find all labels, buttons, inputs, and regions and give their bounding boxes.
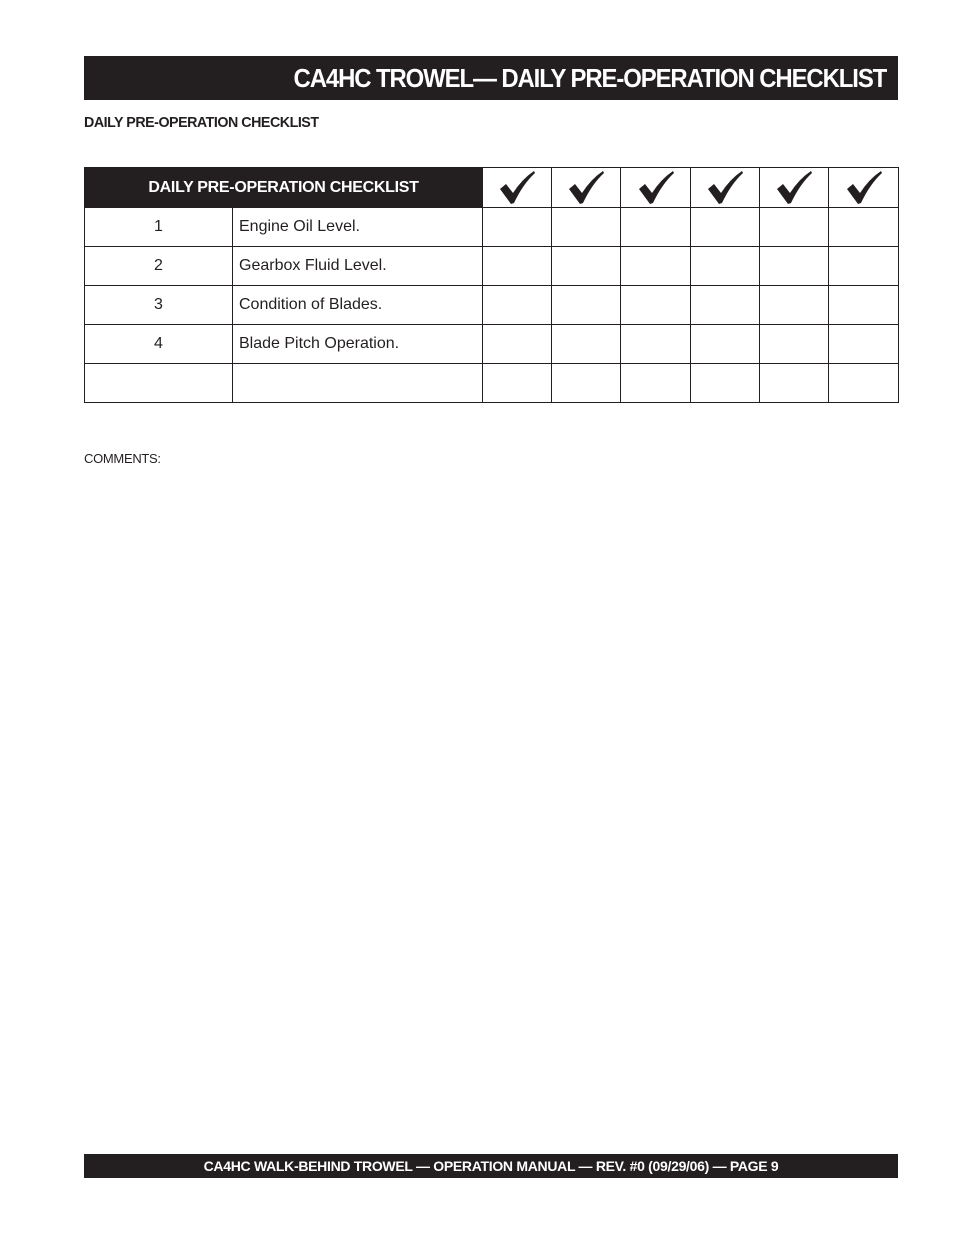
page-title: CA4HC TROWEL— DAILY PRE-OPERATION CHECKLIST — [293, 63, 886, 93]
check-cell[interactable] — [621, 208, 691, 247]
check-cell[interactable] — [829, 364, 899, 403]
check-cell[interactable] — [621, 364, 691, 403]
row-number: 2 — [85, 247, 233, 286]
check-cell[interactable] — [552, 208, 621, 247]
check-column-header — [621, 168, 691, 208]
check-cell[interactable] — [829, 286, 899, 325]
check-cell[interactable] — [760, 286, 829, 325]
check-cell[interactable] — [760, 364, 829, 403]
check-cell[interactable] — [760, 208, 829, 247]
check-cell[interactable] — [829, 325, 899, 364]
check-cell[interactable] — [691, 247, 760, 286]
check-cell[interactable] — [483, 325, 552, 364]
page-footer: CA4HC WALK-BEHIND TROWEL — OPERATION MANUAL — REV. #0 (09/29/06) — PAGE 9 — [84, 1154, 898, 1178]
row-number: 3 — [85, 286, 233, 325]
check-column-header — [760, 168, 829, 208]
check-column-header — [829, 168, 899, 208]
check-cell[interactable] — [760, 247, 829, 286]
check-icon — [498, 170, 536, 206]
check-cell[interactable] — [829, 208, 899, 247]
check-cell[interactable] — [829, 247, 899, 286]
row-number: 1 — [85, 208, 233, 247]
check-icon — [637, 170, 675, 206]
row-item[interactable] — [233, 364, 483, 403]
check-column-header — [552, 168, 621, 208]
check-cell[interactable] — [483, 286, 552, 325]
comments-label: COMMENTS: — [84, 451, 161, 466]
check-cell[interactable] — [552, 364, 621, 403]
row-item: Gearbox Fluid Level. — [233, 247, 483, 286]
table-row — [85, 208, 899, 247]
check-cell[interactable] — [621, 325, 691, 364]
row-number[interactable] — [85, 364, 233, 403]
check-icon — [706, 170, 744, 206]
table-row — [85, 247, 899, 286]
check-column-header — [483, 168, 552, 208]
check-icon — [567, 170, 605, 206]
checklist-table — [84, 167, 899, 403]
check-cell[interactable] — [760, 325, 829, 364]
check-cell[interactable] — [483, 208, 552, 247]
check-cell[interactable] — [691, 208, 760, 247]
check-cell[interactable] — [691, 364, 760, 403]
page-title-bar — [84, 56, 898, 100]
table-header-row — [85, 168, 899, 208]
section-heading: DAILY PRE-OPERATION CHECKLIST — [84, 114, 319, 131]
check-cell[interactable] — [552, 286, 621, 325]
check-column-header — [691, 168, 760, 208]
table-row — [85, 286, 899, 325]
table-header-label: DAILY PRE-OPERATION CHECKLIST — [85, 168, 483, 208]
row-item: Engine Oil Level. — [233, 208, 483, 247]
check-icon — [845, 170, 883, 206]
check-cell[interactable] — [691, 325, 760, 364]
check-cell[interactable] — [552, 325, 621, 364]
table-row — [85, 364, 899, 403]
row-item: Condition of Blades. — [233, 286, 483, 325]
row-number: 4 — [85, 325, 233, 364]
check-icon — [775, 170, 813, 206]
check-cell[interactable] — [621, 286, 691, 325]
check-cell[interactable] — [691, 286, 760, 325]
check-cell[interactable] — [621, 247, 691, 286]
check-cell[interactable] — [483, 364, 552, 403]
row-item: Blade Pitch Operation. — [233, 325, 483, 364]
check-cell[interactable] — [483, 247, 552, 286]
table-row — [85, 325, 899, 364]
check-cell[interactable] — [552, 247, 621, 286]
